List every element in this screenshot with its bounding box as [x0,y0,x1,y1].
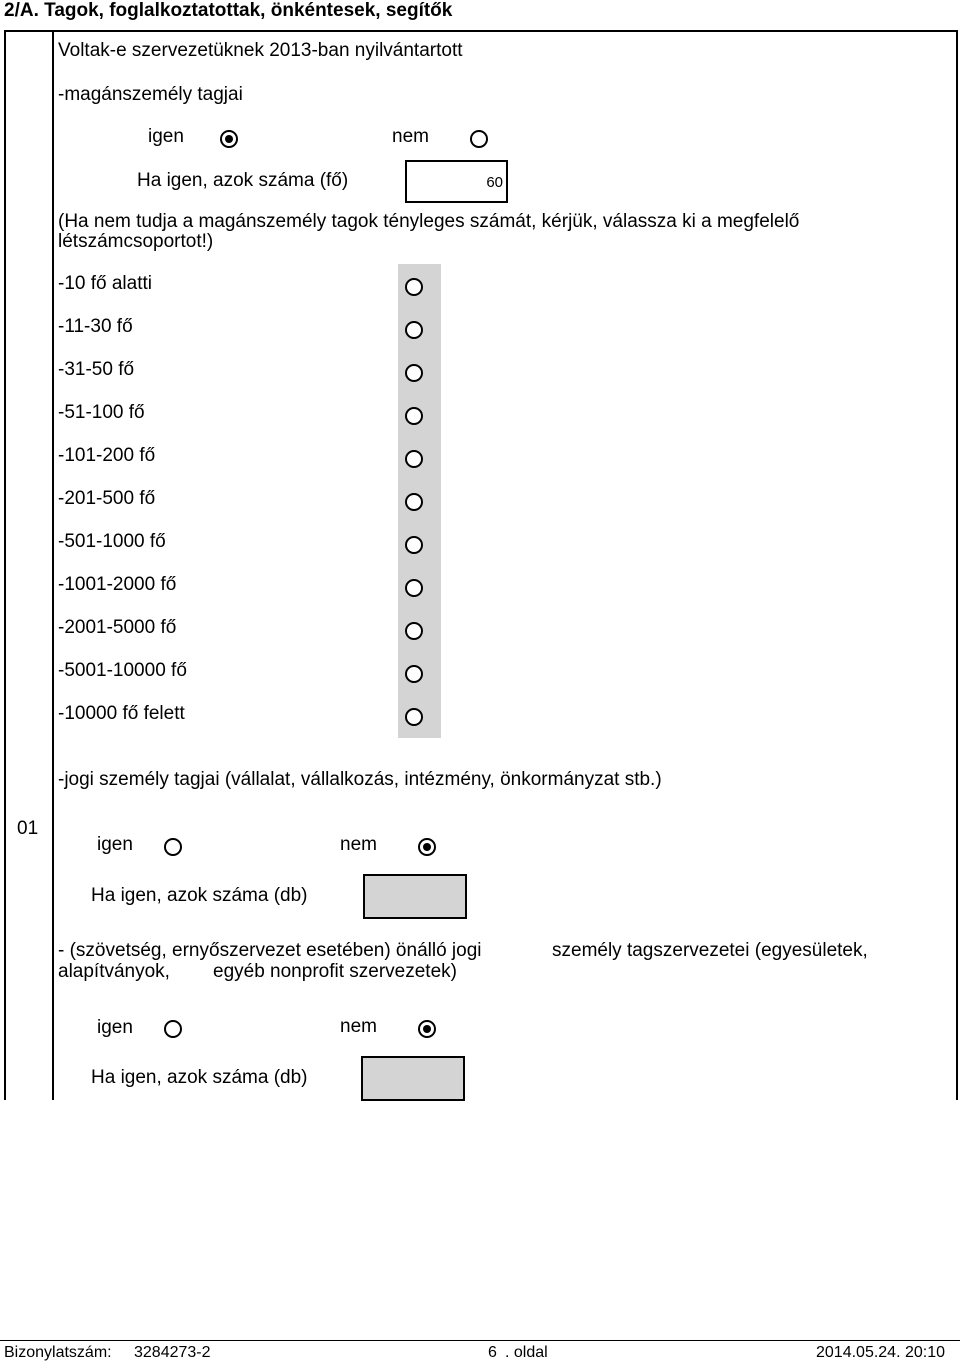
range-label: -10 fő alatti [58,273,152,294]
frame-left-border [4,30,6,1100]
legal-yes-radio[interactable] [164,838,182,856]
page-number: 6 [488,1344,497,1361]
legal-yes-label: igen [97,834,133,855]
orgs-yes-label: igen [97,1017,133,1038]
footer-divider [0,1340,960,1341]
timestamp: 2014.05.24. 20:10 [816,1344,946,1361]
orgs-no-label: nem [340,1016,377,1037]
legal-count-label: Ha igen, azok száma (db) [91,885,308,906]
member-orgs-label-part3: alapítványok, [58,961,170,982]
range-label: -11-30 fő [58,316,133,337]
range-radio[interactable] [405,665,423,683]
range-label: -1001-2000 fő [58,574,177,595]
member-orgs-label-part1: - (szövetség, ernyőszervezet esetében) önálló jogi [58,940,482,961]
doc-number-label: Bizonylatszám: [4,1344,112,1361]
private-members-label: -magánszemély tagjai [58,84,243,105]
frame-right-border [956,30,958,1100]
row-code: 01 [17,818,39,839]
range-radio[interactable] [405,407,423,425]
private-count-label: Ha igen, azok száma (fő) [137,170,349,191]
legal-no-label: nem [340,834,377,855]
member-orgs-label-part4: egyéb nonprofit szervezetek) [213,961,457,982]
frame-code-column-border [52,30,54,1100]
range-radio[interactable] [405,493,423,511]
private-yes-label: igen [148,126,184,147]
range-radio[interactable] [405,278,423,296]
range-radio[interactable] [405,450,423,468]
orgs-no-radio[interactable] [418,1020,436,1038]
range-label: -10000 fő felett [58,703,185,724]
section-title: 2/A. Tagok, foglalkoztatottak, önkéntesek, segítők [4,0,453,21]
member-orgs-label-part2: személy tagszervezetei (egyesületek, [552,940,868,961]
doc-number: 3284273-2 [134,1344,211,1361]
private-no-radio[interactable] [470,130,488,148]
range-label: -201-500 fő [58,488,156,509]
range-label: -31-50 fő [58,359,135,380]
page-label: . oldal [505,1344,548,1361]
range-radio[interactable] [405,579,423,597]
range-label: -101-200 fő [58,445,156,466]
range-label: -501-1000 fő [58,531,166,552]
range-radio[interactable] [405,364,423,382]
orgs-count-field[interactable] [361,1056,465,1101]
private-yes-radio[interactable] [220,130,238,148]
range-radio[interactable] [405,708,423,726]
range-radio[interactable] [405,321,423,339]
range-radio[interactable] [405,536,423,554]
frame-top-border [4,30,958,32]
range-radio[interactable] [405,622,423,640]
orgs-yes-radio[interactable] [164,1020,182,1038]
private-no-label: nem [392,126,429,147]
range-label: -5001-10000 fő [58,660,187,681]
orgs-count-label: Ha igen, azok száma (db) [91,1067,308,1088]
question-text: Voltak-e szervezetüknek 2013-ban nyilvántartott [58,40,463,61]
legal-no-radio[interactable] [418,838,436,856]
legal-count-field[interactable] [363,874,467,919]
range-label: -2001-5000 fő [58,617,177,638]
range-hint: (Ha nem tudja a magánszemély tagok tényleges számát, kérjük, válassza ki a megfelelő létszámcsoportot!) [58,211,800,252]
range-label: -51-100 fő [58,402,145,423]
legal-members-label: -jogi személy tagjai (vállalat, vállalkozás, intézmény, önkormányzat stb.) [58,769,662,790]
private-count-field[interactable]: 60 [405,160,508,203]
